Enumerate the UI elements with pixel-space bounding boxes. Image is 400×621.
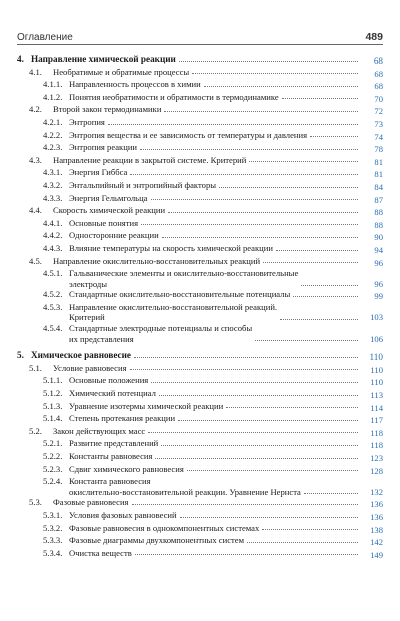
entry-title-wrap (69, 476, 361, 497)
toc-entry-sub[interactable] (17, 464, 383, 477)
entry-title-wrap (69, 130, 361, 141)
dot-leader (179, 60, 358, 62)
toc-entry-sub[interactable] (17, 535, 383, 548)
entry-title-line1: Энтальпийный и энтропийный факторы (69, 179, 217, 190)
toc-entry-sub[interactable] (17, 523, 383, 536)
entry-number: 4.3.3. (43, 192, 63, 203)
entry-title-wrap (69, 451, 361, 462)
entry-title-wrap (69, 535, 361, 546)
entry-title-line1: Стандартные электродные потенциалы и способы (69, 323, 253, 334)
entry-page-link[interactable]: 74 (374, 131, 383, 142)
dot-leader (249, 160, 358, 162)
entry-title-line1: Направление окислительно-восстановительной реакций. (69, 301, 278, 312)
entry-title-line1: Стандартные окислительно-восстановительные потенциалы (69, 289, 291, 300)
entry-title-line1: Химический потенциал (69, 388, 156, 399)
toc-entry-section[interactable] (17, 104, 383, 117)
entry-title-wrap (31, 54, 361, 65)
entry-page-link[interactable]: 113 (370, 390, 383, 401)
dot-leader (108, 123, 358, 125)
entry-title (53, 363, 127, 374)
entry-number: 5.2.2. (43, 451, 63, 461)
entry-page-link[interactable]: 118 (370, 440, 383, 451)
entry-number: 4.5.3. (43, 301, 63, 312)
entry-title-wrap (69, 413, 361, 424)
entry-title-wrap (69, 438, 361, 449)
entry-title (69, 243, 273, 254)
entry-page-link[interactable]: 106 (370, 333, 383, 344)
dot-leader (204, 85, 358, 87)
entry-number: 5.1.2. (43, 388, 63, 399)
dot-leader (219, 186, 358, 188)
entry-page-link[interactable]: 68 (374, 68, 383, 79)
entry-title (53, 104, 161, 115)
entry-title-line1: Односторонние реакции (69, 230, 159, 241)
entry-page-link[interactable]: 110 (370, 377, 383, 388)
entry-number: 5.2. (29, 425, 42, 436)
entry-title-wrap (53, 256, 361, 267)
entry-title (53, 256, 260, 267)
entry-title-line1: Константы равновесия (69, 451, 153, 461)
toc-entry-section[interactable] (17, 363, 383, 376)
entry-title (53, 67, 189, 78)
entry-title-line1: Энтропия вещества и ее зависимость от температуры и давления (69, 129, 308, 140)
entry-page-link[interactable]: 68 (374, 81, 383, 92)
entry-title-wrap (69, 375, 361, 386)
dot-leader (132, 503, 358, 505)
dot-leader (310, 135, 358, 137)
toc-entry-sub[interactable] (17, 302, 383, 323)
entry-title-wrap (69, 79, 361, 90)
entry-number: 4.2. (29, 104, 42, 115)
header-page-number: 489 (365, 31, 383, 43)
entry-title (69, 79, 201, 90)
entry-title-wrap (69, 180, 361, 191)
entry-title (69, 476, 301, 497)
entry-number: 4.4. (29, 205, 42, 216)
toc-entry-sub[interactable] (17, 388, 383, 401)
toc-entry-chapter[interactable] (17, 54, 383, 67)
header-title: Оглавление (17, 32, 73, 43)
dot-leader (159, 394, 358, 396)
toc-entry-sub[interactable] (17, 323, 383, 344)
entry-number: 4.3.1. (43, 167, 63, 178)
entry-title-line1: Константа равновесия (69, 476, 151, 487)
entry-title-line1: Фазовые равновесия (53, 497, 129, 508)
entry-number: 4.3.2. (43, 179, 63, 190)
entry-number: 4. (17, 54, 24, 64)
entry-title-line2: окислительно-восстановительной реакции. Уравнение Нернста (69, 486, 301, 497)
entry-number: 4.1. (29, 66, 42, 77)
toc-entry-sub[interactable] (17, 92, 383, 105)
toc-entry-sub[interactable] (17, 451, 383, 464)
dot-leader (263, 261, 358, 263)
entry-page-link[interactable]: 110 (369, 352, 383, 363)
toc-entry-section[interactable] (17, 256, 383, 269)
entry-title-wrap (69, 268, 361, 289)
entry-title (69, 268, 298, 289)
toc-entry-section[interactable] (17, 497, 383, 510)
dot-leader (276, 249, 358, 251)
entry-title-line1: Условие равновесия (53, 362, 127, 373)
entry-page-link[interactable]: 96 (374, 257, 383, 268)
entry-title-line1: Сдвиг химического равновесия (69, 463, 184, 474)
dot-leader (282, 97, 358, 99)
entry-number: 4.2.2. (43, 129, 63, 140)
entry-number: 5.3.2. (43, 522, 63, 533)
entry-page-link[interactable]: 70 (374, 93, 383, 104)
entry-title-line1: Энтропия (69, 116, 105, 127)
entry-title-line1: Энтропия реакции (69, 142, 138, 153)
entry-title-wrap (53, 205, 361, 216)
entry-page-link[interactable]: 103 (370, 312, 383, 323)
toc-entry-section[interactable] (17, 205, 383, 218)
entry-page-link[interactable]: 117 (370, 415, 383, 426)
toc-entry-section[interactable] (17, 155, 383, 168)
entry-title (69, 388, 156, 399)
toc-entry-sub[interactable] (17, 218, 383, 231)
dot-leader (140, 148, 358, 150)
entry-title-wrap (69, 401, 361, 412)
entry-number: 4.4.3. (43, 242, 63, 253)
entry-title-line1: Энергия Гельмгольца (69, 192, 148, 203)
entry-title-line1: Закон действующих масс (53, 425, 146, 436)
dot-leader (178, 419, 358, 421)
entry-title-wrap (69, 302, 361, 323)
entry-page-link[interactable]: 90 (374, 232, 383, 243)
entry-number: 4.1.2. (43, 91, 63, 102)
entry-title (69, 142, 137, 153)
toc-entry-sub[interactable] (17, 438, 383, 451)
entry-title (69, 117, 105, 128)
entry-page-link[interactable]: 94 (374, 244, 383, 255)
entry-number: 4.2.1. (43, 116, 63, 127)
entry-title-line2: их представления (69, 333, 134, 344)
entry-number: 4.2.3. (43, 142, 63, 153)
dot-leader (151, 198, 359, 200)
table-of-contents (17, 54, 383, 560)
entry-title-line2: Критерий (69, 312, 105, 323)
entry-title-line1: Основные положения (69, 375, 149, 386)
entry-title-line1: Фазовые диаграммы двухкомпонентных систем (69, 535, 245, 546)
running-header (17, 25, 383, 43)
entry-number: 5.1.1. (43, 375, 63, 386)
entry-title (53, 155, 246, 166)
entry-title-line1: Влияние температуры на скорость химической реакции (69, 242, 273, 253)
entry-title (69, 323, 252, 344)
entry-title (53, 426, 145, 437)
entry-title-line1: Энергия Гиббса (69, 167, 128, 178)
dot-leader (247, 541, 358, 543)
toc-entry-sub[interactable] (17, 167, 383, 180)
entry-title-line1: Скорость химической реакции (53, 205, 166, 216)
entry-title-line1: Фазовые равновесия в однокомпонентных системах (69, 522, 260, 533)
entry-title-wrap (53, 426, 361, 437)
entry-title-wrap (69, 289, 361, 300)
entry-title (31, 54, 176, 65)
entry-title (69, 193, 148, 204)
dot-leader (301, 284, 358, 286)
toc-entry-sub[interactable] (17, 230, 383, 243)
dot-leader (134, 356, 358, 358)
entry-title (31, 350, 131, 361)
entry-title-wrap (69, 464, 361, 475)
entry-title-wrap (69, 117, 361, 128)
entry-title-line1: Гальванические элементы и окислительно-восстановительные (69, 268, 299, 279)
entry-number: 5.2.1. (43, 438, 63, 449)
entry-number: 5.3.3. (43, 535, 63, 546)
entry-title-wrap (69, 230, 361, 241)
entry-title-line1: Очистка веществ (69, 547, 132, 558)
entry-page-link[interactable]: 87 (374, 194, 383, 205)
entry-title (69, 230, 159, 241)
entry-title (69, 375, 148, 386)
entry-title (69, 167, 127, 178)
entry-title-wrap (53, 363, 361, 374)
entry-title-line1: Основные понятия (69, 217, 139, 228)
dot-leader (164, 110, 358, 112)
entry-title (53, 205, 165, 216)
toc-entry-sub[interactable] (17, 510, 383, 523)
toc-entry-chapter[interactable] (17, 350, 383, 363)
entry-page-link[interactable]: 96 (374, 278, 383, 289)
entry-page-link[interactable]: 68 (373, 56, 383, 66)
entry-page-link[interactable]: 138 (370, 524, 383, 535)
entry-title-wrap (69, 510, 361, 521)
dot-leader (155, 457, 358, 459)
dot-leader (168, 211, 358, 213)
entry-title-line1: Направление реакции в закрытой системе. Критерий (53, 154, 247, 165)
entry-number: 5.1. (29, 362, 42, 373)
entry-title-line1: Необратимые и обратимые процессы (53, 66, 190, 77)
entry-number: 4.4.1. (43, 217, 63, 228)
entry-title (69, 451, 152, 462)
entry-title-line1: Развитие представлений (69, 438, 159, 449)
dot-leader (255, 339, 358, 341)
entry-number: 5.3. (29, 497, 42, 508)
entry-title-wrap (69, 523, 361, 534)
dot-leader (130, 173, 358, 175)
entry-title-wrap (31, 350, 361, 361)
entry-title (69, 130, 307, 141)
toc-entry-sub[interactable] (17, 548, 383, 561)
entry-title-line1: Степень протекания реакции (69, 413, 176, 424)
toc-entry-sub[interactable] (17, 79, 383, 92)
entry-title (69, 401, 223, 412)
entry-title-wrap (69, 218, 361, 229)
entry-title-wrap (69, 142, 361, 153)
dot-leader (162, 236, 358, 238)
dot-leader (148, 431, 358, 433)
toc-entry-sub[interactable] (17, 142, 383, 155)
entry-title-wrap (69, 92, 361, 103)
entry-page-link[interactable]: 136 (370, 499, 383, 510)
entry-title (69, 523, 259, 534)
entry-title (69, 289, 290, 300)
toc-entry-sub[interactable] (17, 289, 383, 302)
dot-leader (262, 528, 358, 530)
toc-entry-section[interactable] (17, 67, 383, 80)
entry-page-link[interactable]: 110 (370, 364, 383, 375)
entry-title (69, 464, 184, 475)
entry-title (69, 302, 277, 323)
entry-title-wrap (53, 104, 361, 115)
entry-page-link[interactable]: 142 (370, 537, 383, 548)
entry-number: 5. (17, 350, 24, 361)
entry-page-link[interactable]: 84 (374, 181, 383, 192)
dot-leader (304, 492, 358, 494)
entry-title-wrap (53, 155, 361, 166)
entry-title-wrap (69, 548, 361, 559)
entry-title-wrap (69, 167, 361, 178)
toc-entry-sub[interactable] (17, 117, 383, 130)
dot-leader (187, 469, 358, 471)
entry-number: 4.5. (29, 255, 42, 266)
entry-page-link[interactable]: 73 (374, 118, 383, 129)
entry-page-link[interactable]: 81 (374, 156, 383, 167)
entry-title-line1: Условия фазовых равновесий (69, 509, 177, 520)
entry-title-line1: Понятия необратимости и обратимости в термодинамике (69, 91, 279, 102)
entry-title-wrap (69, 243, 361, 254)
entry-title (53, 497, 129, 508)
dot-leader (293, 295, 358, 297)
entry-title (69, 510, 177, 521)
entry-number: 5.3.4. (43, 547, 63, 558)
entry-number: 5.1.3. (43, 400, 63, 411)
toc-entry-sub[interactable] (17, 130, 383, 143)
entry-title-line1: Уравнение изотермы химической реакции (69, 400, 224, 411)
toc-entry-sub[interactable] (17, 180, 383, 193)
entry-page-link[interactable]: 78 (374, 144, 383, 155)
dot-leader (180, 516, 358, 518)
entry-page-link[interactable]: 149 (370, 549, 383, 560)
entry-number: 5.3.1. (43, 509, 63, 520)
entry-title (69, 438, 158, 449)
dot-leader (161, 444, 358, 446)
toc-entry-sub[interactable] (17, 476, 383, 497)
toc-entry-sub[interactable] (17, 375, 383, 388)
entry-page-link[interactable]: 88 (374, 219, 383, 230)
toc-entry-sub[interactable] (17, 413, 383, 426)
entry-title (69, 413, 175, 424)
entry-title (69, 548, 132, 559)
toc-entry-sub[interactable] (17, 401, 383, 414)
entry-title-wrap (69, 388, 361, 399)
entry-page-link[interactable]: 128 (370, 465, 383, 476)
dot-leader (141, 223, 358, 225)
header-rule (17, 44, 383, 45)
entry-title-wrap (53, 67, 361, 78)
toc-entry-section[interactable] (17, 426, 383, 439)
entry-title (69, 180, 216, 191)
entry-title-line1: Направление химической реакции (31, 54, 176, 64)
entry-number: 5.1.4. (43, 413, 63, 424)
entry-title-line1: Направление окислительно-восстановительных реакций (53, 255, 261, 266)
toc-entry-sub[interactable] (17, 193, 383, 206)
entry-page-link[interactable]: 72 (374, 106, 383, 117)
entry-title-line1: Второй закон термодинамики (53, 104, 162, 115)
entry-title (69, 92, 279, 103)
entry-number: 4.3. (29, 154, 42, 165)
entry-page-link[interactable]: 132 (370, 486, 383, 497)
entry-title-wrap (53, 497, 361, 508)
dot-leader (130, 368, 358, 370)
entry-number: 4.4.2. (43, 230, 63, 241)
entry-number: 4.5.1. (43, 268, 63, 279)
dot-leader (280, 318, 358, 320)
entry-page-link[interactable]: 136 (370, 511, 383, 522)
entry-title-line2: электроды (69, 278, 108, 289)
entry-title-line1: Направленность процессов в химии (69, 79, 201, 90)
toc-entry-sub[interactable] (17, 243, 383, 256)
entry-number: 5.2.4. (43, 476, 63, 487)
dot-leader (192, 72, 358, 74)
entry-page-link[interactable]: 118 (370, 427, 383, 438)
entry-number: 4.5.2. (43, 289, 63, 300)
entry-page-link[interactable]: 81 (374, 169, 383, 180)
entry-page-link[interactable]: 123 (370, 453, 383, 463)
entry-title-line1: Химическое равновесие (31, 350, 131, 361)
entry-title (69, 535, 244, 546)
dot-leader (151, 381, 358, 383)
entry-number: 4.1.1. (43, 79, 63, 90)
entry-title (69, 218, 138, 229)
entry-number: 5.2.3. (43, 463, 63, 474)
dot-leader (226, 406, 358, 408)
toc-entry-sub[interactable] (17, 268, 383, 289)
entry-title-wrap (69, 323, 361, 344)
entry-page-link[interactable]: 88 (374, 207, 383, 218)
entry-page-link[interactable]: 99 (374, 291, 383, 302)
entry-title-wrap (69, 193, 361, 204)
dot-leader (135, 553, 358, 555)
entry-page-link[interactable]: 114 (370, 402, 383, 413)
entry-number: 4.5.4. (43, 323, 63, 334)
